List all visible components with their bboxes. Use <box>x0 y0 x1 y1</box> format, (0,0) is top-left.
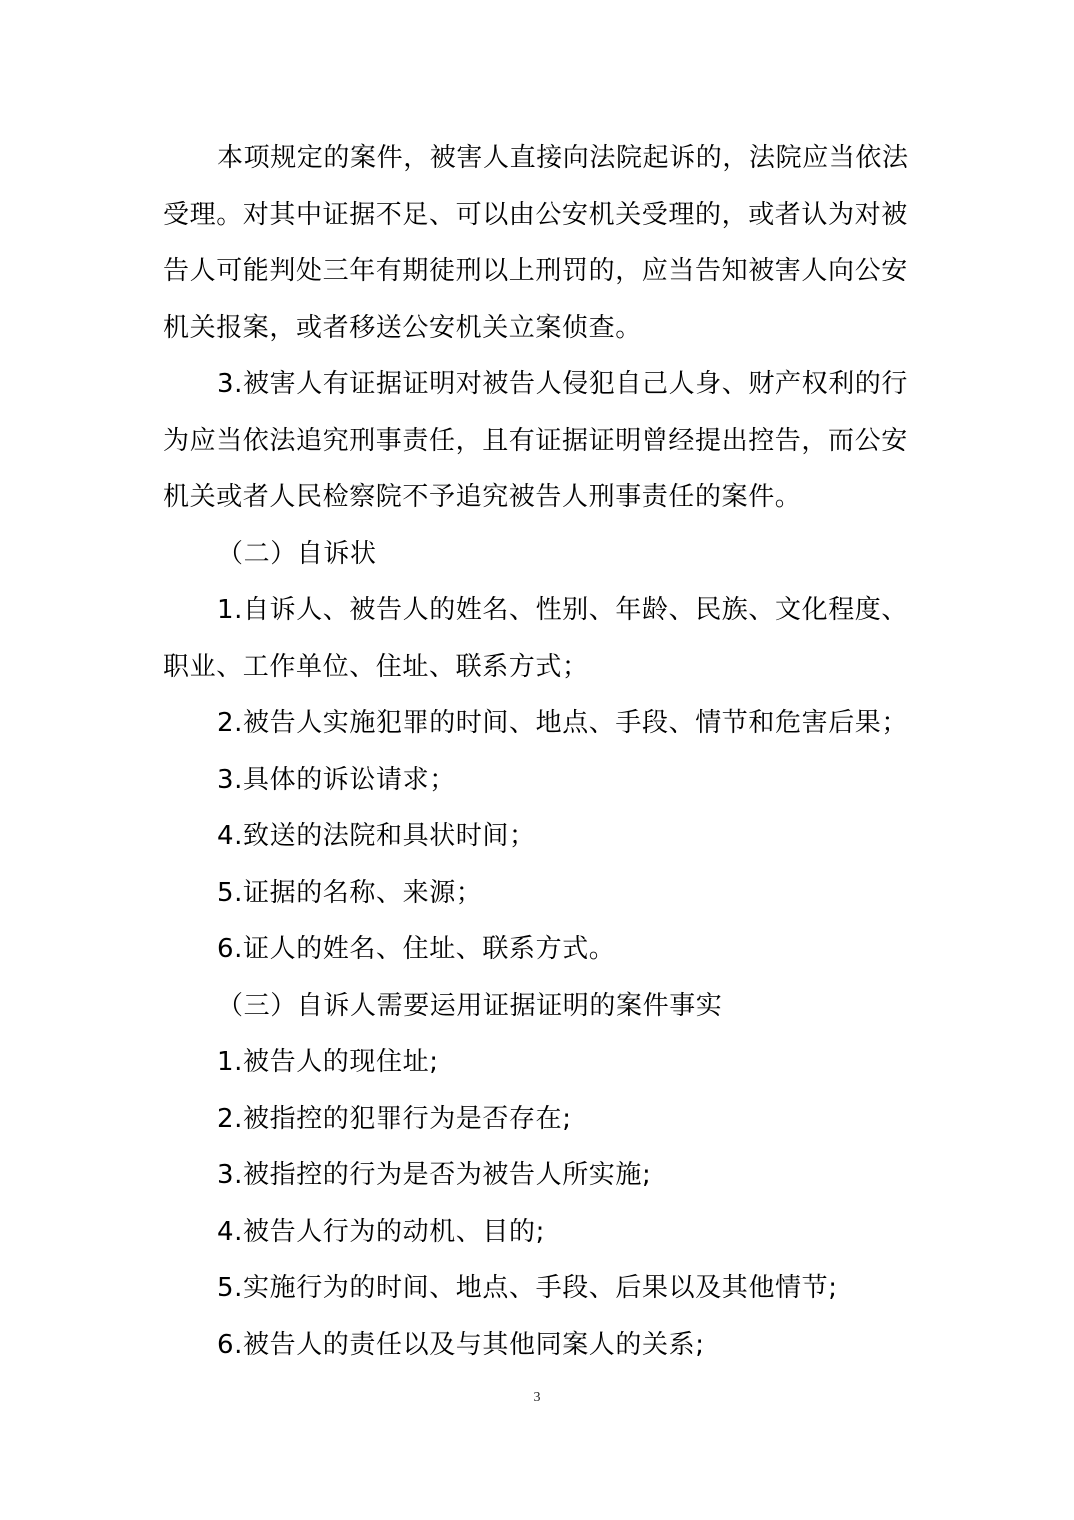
text-line: 2.被指控的犯罪行为是否存在; <box>217 1103 572 1134</box>
facts-item-6 <box>163 1317 923 1374</box>
facts-item-2 <box>163 1091 923 1148</box>
facts-item-3 <box>163 1147 923 1204</box>
complaint-item-2 <box>163 695 923 752</box>
paragraph-case-acceptance <box>163 130 923 356</box>
complaint-item-6 <box>163 921 923 978</box>
text-line: 职业、工作单位、住址、联系方式； <box>163 651 589 682</box>
document-body <box>163 130 923 1373</box>
text-line: 本项规定的案件，被害人直接向法院起诉的，法院应当依法 <box>217 143 909 173</box>
text-line: 3.具体的诉讼请求； <box>217 764 456 795</box>
text-line: （二）自诉状 <box>217 538 377 569</box>
text-line: 4.致送的法院和具状时间； <box>217 821 536 851</box>
text-line: 2.被告人实施犯罪的时间、地点、手段、情节和危害后果； <box>217 708 909 738</box>
page-number: 3 <box>533 1390 541 1405</box>
text-line: 为应当依法追究刑事责任，且有证据证明曾经提出控告，而公安 <box>163 425 908 456</box>
text-line: 机关报案，或者移送公安机关立案侦查。 <box>163 312 642 343</box>
complaint-item-1 <box>163 582 923 695</box>
text-line: 6.证人的姓名、住址、联系方式。 <box>217 934 616 964</box>
complaint-item-4 <box>163 808 923 865</box>
facts-item-5 <box>163 1260 923 1317</box>
text-line: 4.被告人行为的动机、目的; <box>217 1216 545 1247</box>
paragraph-item-3 <box>163 356 923 526</box>
text-line: 机关或者人民检察院不予追究被告人刑事责任的案件。 <box>163 482 802 512</box>
text-line: 1.被告人的现住址; <box>217 1047 439 1077</box>
text-line: （三）自诉人需要运用证据证明的案件事实 <box>217 990 723 1021</box>
text-line: 6.被告人的责任以及与其他同案人的关系; <box>217 1329 705 1360</box>
section-heading-complaint <box>163 526 923 583</box>
text-line: 1.自诉人、被告人的姓名、性别、年龄、民族、文化程度、 <box>217 595 909 625</box>
text-line: 5.实施行为的时间、地点、手段、后果以及其他情节; <box>217 1273 838 1303</box>
facts-item-1 <box>163 1034 923 1091</box>
text-line: 5.证据的名称、来源； <box>217 877 483 908</box>
text-line: 受理。对其中证据不足、可以由公安机关受理的，或者认为对被 <box>163 199 908 230</box>
complaint-item-5 <box>163 865 923 922</box>
section-heading-facts <box>163 978 923 1035</box>
text-line: 告人可能判处三年有期徒刑以上刑罚的，应当告知被害人向公安 <box>163 256 908 286</box>
text-line: 3.被害人有证据证明对被告人侵犯自己人身、财产权利的行 <box>217 369 909 399</box>
text-line: 3.被指控的行为是否为被告人所实施; <box>217 1160 652 1190</box>
facts-item-4 <box>163 1204 923 1261</box>
complaint-item-3 <box>163 752 923 809</box>
